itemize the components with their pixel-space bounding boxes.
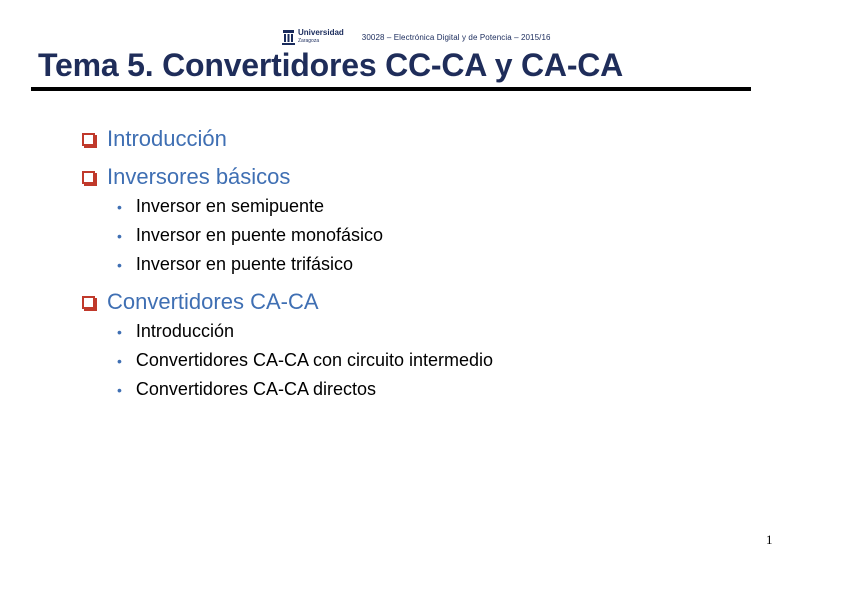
- list-item-label: Inversor en puente monofásico: [135, 225, 384, 245]
- checkbox-bullet-icon: [82, 171, 95, 184]
- list-item: [117, 375, 493, 404]
- bullet-dot-icon: •: [117, 381, 122, 398]
- section-label: Inversores básicos: [107, 164, 291, 189]
- list-item-label: Inversor en puente trifásico: [135, 254, 354, 274]
- slide-title: Tema 5. Convertidores CC-CA y CA-CA: [38, 47, 624, 83]
- list-item: [117, 221, 493, 250]
- list-item-label: Introducción: [135, 321, 234, 341]
- section-label: Convertidores CA-CA: [107, 289, 319, 314]
- bullet-dot-icon: •: [117, 256, 122, 273]
- course-label: 30028 – Electrónica Digital y de Potencia – 2015/16: [361, 32, 551, 42]
- list-item: [117, 250, 493, 279]
- subitem-list: [82, 192, 493, 279]
- university-logo: [282, 29, 344, 46]
- slide-header: [282, 27, 551, 47]
- checkbox-bullet-icon: [82, 296, 95, 309]
- outline-list: [82, 124, 493, 412]
- checkbox-bullet-icon: [82, 133, 95, 146]
- bullet-dot-icon: •: [117, 323, 122, 340]
- university-seal-icon: [282, 29, 295, 46]
- outline-section: [82, 287, 493, 404]
- section-label: Introducción: [107, 126, 227, 151]
- page-number: 1: [766, 532, 773, 547]
- outline-section: [82, 124, 493, 154]
- bullet-dot-icon: •: [117, 227, 122, 244]
- list-item: [117, 192, 493, 221]
- list-item-label: Convertidores CA-CA directos: [135, 379, 376, 399]
- outline-section: [82, 162, 493, 279]
- logo-line-1: Universidad: [298, 28, 344, 37]
- list-item-label: Inversor en semipuente: [135, 196, 325, 216]
- bullet-dot-icon: •: [117, 198, 122, 215]
- bullet-dot-icon: •: [117, 352, 122, 369]
- subitem-list: [82, 317, 493, 404]
- list-item: [117, 317, 493, 346]
- logo-line-2: Zaragoza: [298, 38, 320, 44]
- logo-text: [298, 29, 344, 45]
- title-underline: [31, 87, 751, 91]
- list-item: [117, 346, 493, 375]
- list-item-label: Convertidores CA-CA con circuito intermedio: [135, 350, 494, 370]
